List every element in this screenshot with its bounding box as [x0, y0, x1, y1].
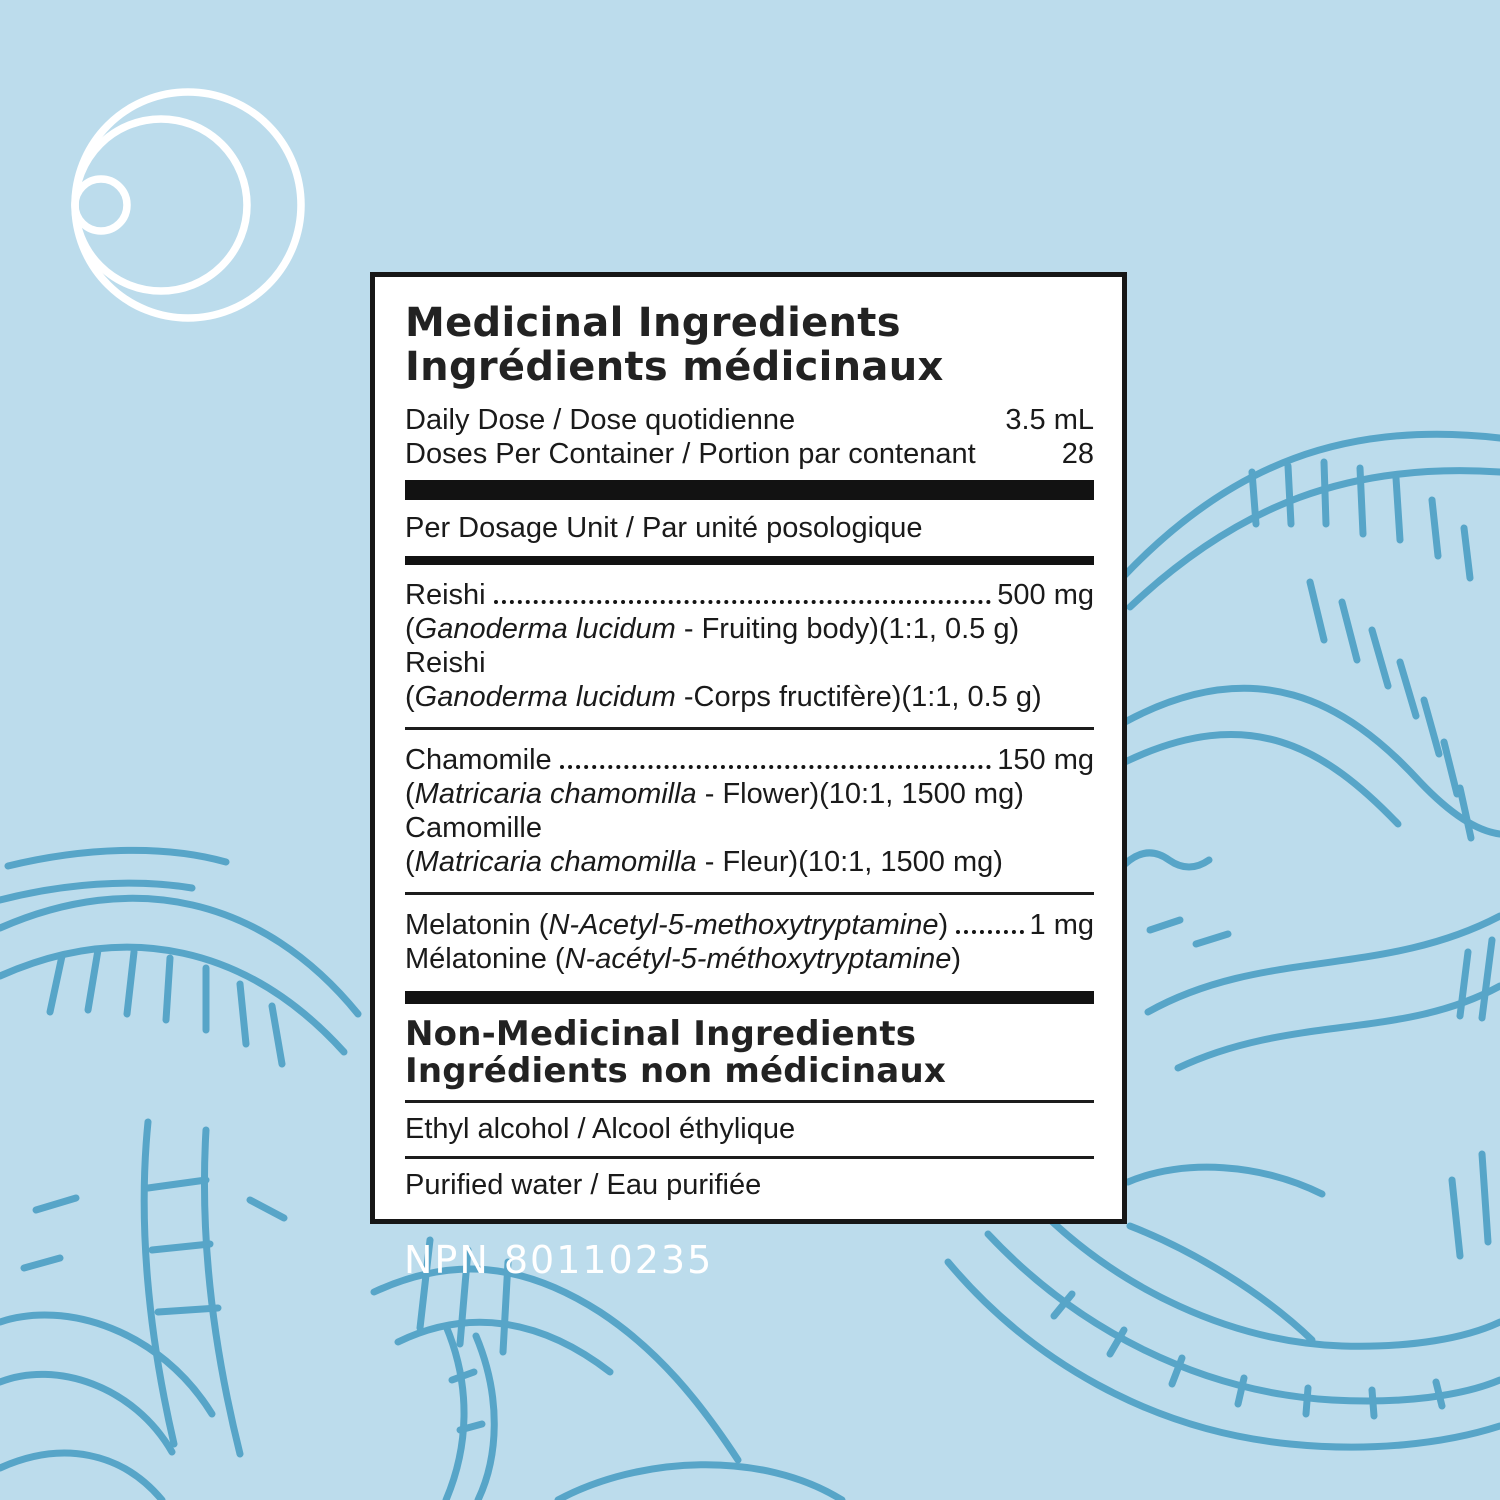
doses-per-container-row — [405, 437, 1094, 471]
divider-bar-thick — [405, 480, 1094, 500]
ingredient-amount: 150 mg — [997, 744, 1094, 776]
ingredient-group — [405, 565, 1094, 727]
mushroom-sketch-top-right — [1125, 434, 1500, 1068]
label-title — [405, 301, 1094, 389]
ingredient-name: (Ganoderma lucidum -Corps fructifère)(1:1, 0.5 g) — [405, 681, 1042, 713]
ingredient-row — [405, 680, 1094, 714]
daily-dose-value: 3.5 mL — [1005, 404, 1094, 436]
ingredient-name: Chamomile — [405, 744, 552, 776]
npn-number: NPN 80110235 — [404, 1238, 714, 1282]
medicinal-ingredients-list — [405, 565, 1094, 989]
divider-bar-mid — [405, 991, 1094, 1004]
non-medicinal-title-fr: Ingrédients non médicinaux — [405, 1051, 946, 1091]
ingredient-row — [405, 908, 1094, 942]
ingredient-row — [405, 777, 1094, 811]
ingredient-row — [405, 942, 1094, 976]
ingredient-name: Reishi — [405, 647, 486, 679]
ingredients-label — [370, 272, 1127, 1224]
ingredient-name: Reishi — [405, 579, 486, 611]
ingredient-name: Camomille — [405, 812, 542, 844]
daily-dose-row — [405, 403, 1094, 437]
ingredient-row — [405, 845, 1094, 879]
ingredient-group — [405, 730, 1094, 892]
ingredient-row — [405, 743, 1094, 777]
non-medicinal-item: Purified water / Eau purifiée — [405, 1169, 762, 1201]
ingredient-group — [405, 895, 1094, 989]
divider-bar-thin — [405, 556, 1094, 565]
label-title-fr: Ingrédients médicinaux — [405, 344, 944, 390]
doses-per-container-label: Doses Per Container / Portion par contenant — [405, 438, 976, 470]
dotted-leader — [956, 930, 1023, 934]
ingredient-name: Melatonin (N-Acetyl-5-methoxytryptamine) — [405, 909, 949, 941]
dotted-leader — [560, 765, 992, 769]
ingredient-name: (Matricaria chamomilla - Flower)(10:1, 1500 mg) — [405, 778, 1024, 810]
ingredient-row — [405, 612, 1094, 646]
ingredient-row — [405, 811, 1094, 845]
per-dosage-unit-heading: Per Dosage Unit / Par unité posologique — [405, 512, 923, 544]
ingredient-row — [405, 646, 1094, 680]
ingredient-row — [405, 578, 1094, 612]
label-title-en: Medicinal Ingredients — [405, 300, 901, 346]
logo-middle-circle — [75, 119, 247, 291]
dotted-leader — [494, 600, 992, 604]
doses-per-container-value: 28 — [1061, 438, 1094, 470]
non-medicinal-item: Ethyl alcohol / Alcool éthylique — [405, 1113, 796, 1145]
logo-inner-circle — [75, 179, 127, 231]
ingredient-amount: 500 mg — [997, 579, 1094, 611]
non-medicinal-title-en: Non-Medicinal Ingredients — [405, 1014, 917, 1054]
ingredient-amount: 1 mg — [1029, 909, 1094, 941]
mushroom-sketch-bottom-left — [0, 850, 358, 1500]
ingredient-name: Mélatonine (N-acétyl-5-méthoxytryptamine) — [405, 943, 962, 975]
non-medicinal-title — [405, 1016, 1094, 1090]
dose-info — [405, 403, 1094, 471]
daily-dose-label: Daily Dose / Dose quotidienne — [405, 404, 796, 436]
moon-circles-logo — [62, 72, 322, 342]
ingredient-name: (Ganoderma lucidum - Fruiting body)(1:1, 0.5 g) — [405, 613, 1020, 645]
ingredient-name: (Matricaria chamomilla - Fleur)(10:1, 1500 mg) — [405, 846, 1003, 878]
